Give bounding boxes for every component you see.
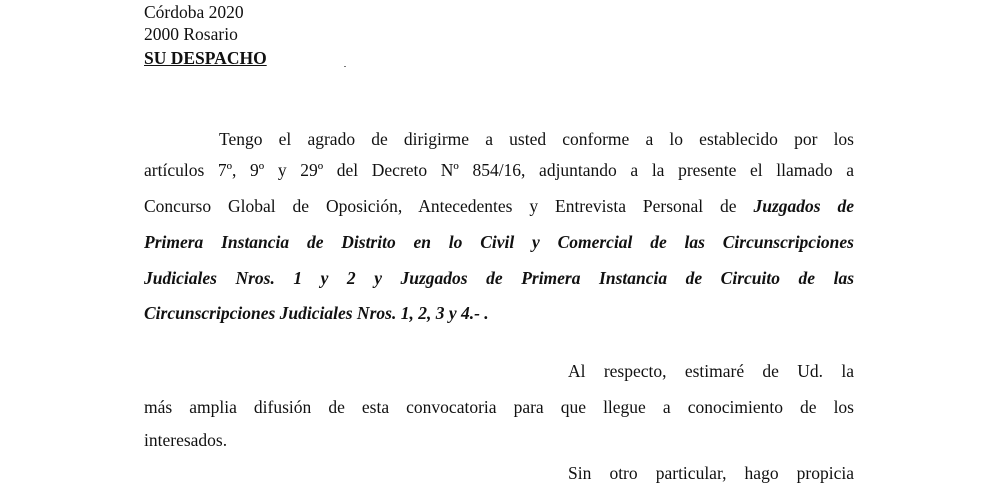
paragraph-1-line-3-plain: Concurso Global de Oposición, Antecedentes y Entrevista Personal de [144,196,754,216]
paragraph-1-line-4: Primera Instancia de Distrito en lo Civil y Comercial de las Circunscripciones [144,232,854,252]
paragraph-1-line-6: Circunscripciones Judiciales Nros. 1, 2, 3 y 4.- . [144,303,489,323]
paragraph-1-line-3-bold: Juzgados de [753,196,854,216]
address-line-1: Córdoba 2020 [144,2,244,22]
paragraph-1-line-5: Judiciales Nros. 1 y 2 y Juzgados de Primera Instancia de Circuito de las [144,268,854,288]
paragraph-1-line-2: artículos 7º, 9º y 29º del Decreto Nº 854/16, adjuntando a la presente el llamado a [144,160,854,180]
address-line-2: 2000 Rosario [144,24,238,44]
paragraph-1-line-3 [144,194,854,218]
paragraph-1-line-1: Tengo el agrado de dirigirme a usted conforme a lo establecido por los [219,129,854,149]
paragraph-2-line-1: Al respecto, estimaré de Ud. la [568,361,854,381]
paragraph-3-line-1: Sin otro particular, hago propicia [568,463,854,483]
paragraph-2-line-2: más amplia difusión de esta convocatoria para que llegue a conocimiento de los [144,397,854,417]
despacho-heading: SU DESPACHO [144,48,267,68]
paragraph-2-line-3: interesados. [144,430,228,450]
scan-speck [344,66,346,67]
